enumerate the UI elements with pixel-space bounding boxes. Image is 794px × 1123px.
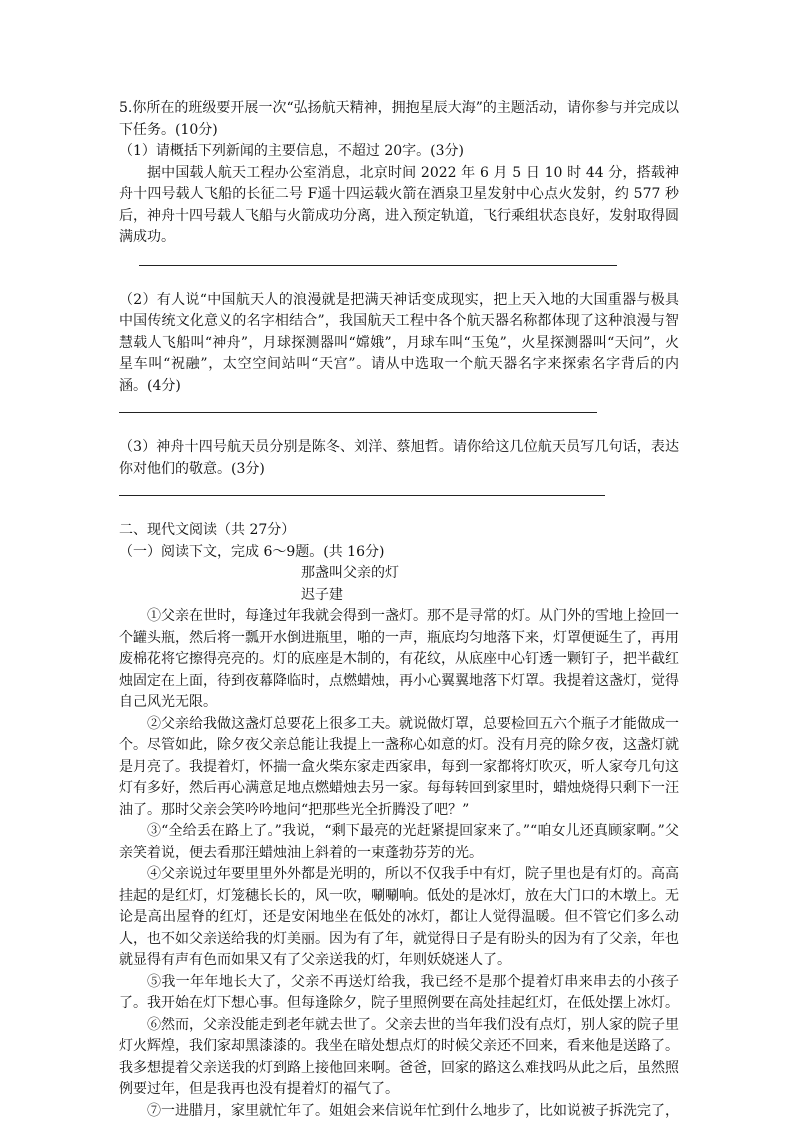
answer-line-2-wrap (119, 412, 679, 433)
article-paragraph-7: ⑦一进腊月，家里就忙年了。姐姐会来信说年忙到什么地步了，比如说被子拆洗完了， (147, 1102, 679, 1119)
article-author: 迟子建 (301, 586, 343, 603)
question-5-sub3-prompt: （3）神舟十四号航天员分别是陈冬、刘洋、蔡旭哲。请你给这几位航天员写几句话，表达你对他们的敬意。(3分) (119, 439, 679, 477)
article-paragraph-3: ③“全给丢在路上了。”我说，“剩下最亮的光赶紧提回家来了。”“咱女儿还真顾家啊。”父亲笑着说，便去看那汪蜡烛油上斜着的一束蓬勃芬芳的光。 (119, 823, 679, 861)
question-5-sub2-prompt: （2）有人说“中国航天人的浪漫就是把满天神话变成现实，把上天入地的大国重器与极具中国传统文化意义的名字相结合”，我国航天工程中各个航天器名称都体现了这种浪漫与智慧载人飞船叫“神舟”，月球探测器叫“嫦娥”，月球车叫“玉兔”，火星探测器叫“天问”，火星车叫“祝融”，太空空间站叫“天宫”。请从中选取一个航天器名字来探索名字背后的内涵。(4分) (119, 291, 679, 394)
news-paragraph: 据中国载人航天工程办公室消息，北京时间 2022 年 6 月 5 日 10 时 44 分，搭载神舟十四号载人飞船的长征二号 F遥十四运载火箭在酒泉卫星发射中心点火发射，约 577 秒后，神舟十四号载人飞船与火箭成功分离，进入预定轨道，飞行乘组状态良好，发射取得圆满成功。 (119, 164, 679, 245)
answer-line-3[interactable] (119, 495, 605, 496)
question-5-sub1-prompt: （1）请概括下列新闻的主要信息，不超过 20字。(3分) (119, 143, 465, 159)
article-title: 那盏叫父亲的灯 (301, 565, 399, 581)
answer-line-3-wrap (119, 495, 679, 516)
answer-line-1[interactable] (139, 265, 617, 266)
article-paragraph-1: ①父亲在世时，每逢过年我就会得到一盏灯。那不是寻常的灯。从门外的雪地上捡回一个罐头瓶，然后将一瓢开水倒进瓶里，啪的一声，瓶底均匀地落下来，灯罩便诞生了，再用废棉花将它擦得亮亮的。灯的底座是木制的，有花纹，从底座中心钉透一颗钉子，把半截红烛固定在上面，待到夜幕降临时，点燃蜡烛，再小心翼翼地落下灯罩。我提着这盏灯，觉得自己风光无限。 (119, 608, 679, 710)
article-paragraph-6: ⑥然而，父亲没能走到老年就去世了。父亲去世的当年我们没有点灯，别人家的院子里灯火辉煌，我们家却黑漆漆的。我坐在暗处想点灯的时候父亲还不回来，看来他是送路了。我多想提着父亲送我的灯到路上接他回来啊。爸爸，回家的路这么难找吗从此之后，虽然照例要过年，但是我再也没有提着灯的福气了。 (119, 1016, 679, 1097)
exam-content (119, 98, 679, 1122)
article-paragraph-4: ④父亲说过年要里里外外都是光明的，所以不仅我手中有灯，院子里也是有灯的。高高挂起的是红灯，灯笼穗长长的，风一吹，唰唰响。低处的是冰灯，放在大门口的木墩上。无论是高出屋脊的红灯，还是安闲地坐在低处的冰灯，都让人觉得温暖。但不管它们多么动人，也不如父亲送给我的灯美丽。因为有了年，就觉得日子是有盼头的因为有了父亲，年也就显得有声有色而如果又有了父亲送我的灯，年则妖娆迷人了。 (119, 866, 679, 968)
section-2-part-1: （一）阅读下文，完成 6～9题。(共 16分) (119, 543, 385, 560)
section-2-heading: 二、现代文阅读（共 27分） (119, 522, 296, 538)
article-paragraph-2: ②父亲给我做这盏灯总要花上很多工夫。就说做灯罩，总要检回五六个瓶子才能做成一个。尽管如此，除夕夜父亲总能让我提上一盏称心如意的灯。没有月亮的除夕夜，这盏灯就是月亮了。我提着灯，怀揣一盒火柴东家走西家串，每到一家都将灯吹灭，听人家夸几句这灯有多好，然后再心满意足地点燃蜡烛去另一家。每每转回到家里时，蜡烛烧得只剩下一汪油了。那时父亲会笑吟吟地问“把那些光全折腾没了吧？” (119, 715, 679, 818)
answer-line-2[interactable] (119, 412, 597, 413)
answer-line-1-wrap (119, 265, 679, 286)
article-paragraph-5: ⑤我一年年地长大了，父亲不再送灯给我，我已经不是那个提着灯串来串去的小孩子了。我开始在灯下想心事。但每逢除夕，院子里照例要在高处挂起红灯，在低处摆上冰灯。 (119, 973, 679, 1011)
question-5-intro: 5.你所在的班级要开展一次“弘扬航天精神，拥抱星辰大海”的主题活动，请你参与并完成以下任务。(10分) (119, 100, 679, 138)
